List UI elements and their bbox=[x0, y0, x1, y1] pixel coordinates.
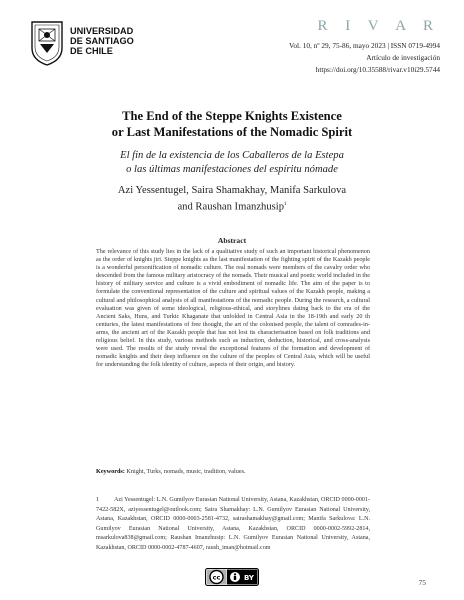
university-logo bbox=[30, 20, 134, 66]
keywords bbox=[96, 468, 370, 476]
authors-line bbox=[40, 198, 424, 215]
university-crest-icon bbox=[30, 20, 64, 66]
footnote-text: Azi Yessentugel: L.N. Gumilyov Eurasian National University, Astana, Kazakhstan, ORCID 0000-0001-7422-582X, aziyessentugel@outlook.com; Saira Shamakhay: L.N. Gumilyov Eurasian National University, Astana, Kazakhstan, ORCID 0000-0003-2581-4732, sairashamakhay@gmail.com; Manifa Sarkulova: L.N. Gumilyov Eurasian National University, Astana, Kazakhstan, ORCID 0000-0002-5992-2814, msarkulova838@gmail.com; Raushan Imanzhusip: L.N. Gumilyov Eurasian National University, Astana, Kazakhstan, ORCID 0000-0002-4787-4607, raush_iman@hotmail.com bbox=[96, 497, 370, 551]
subtitle-line: o las últimas manifestaciones del espíritu nómade bbox=[126, 164, 338, 175]
svg-text:cc: cc bbox=[212, 573, 221, 582]
citation-line: Vol. 10, nº 29, 75-86, mayo 2023 | ISSN 0719-4994 bbox=[289, 41, 440, 50]
article-type: Artículo de investigación bbox=[366, 53, 440, 62]
title-line: The End of the Steppe Knights Existence bbox=[122, 109, 342, 123]
article-meta bbox=[289, 40, 440, 76]
author-list bbox=[40, 184, 424, 215]
authors-line: Azi Yessentugel, Saira Shamakhay, Manifa Sarkulova bbox=[117, 185, 347, 196]
page-number: 75 bbox=[418, 578, 426, 587]
university-name bbox=[70, 26, 134, 56]
abstract-heading: Abstract bbox=[217, 236, 247, 245]
footnote-number: 1 bbox=[96, 497, 100, 503]
creative-commons-by-icon[interactable] bbox=[205, 568, 259, 586]
university-line: DE SANTIAGO bbox=[70, 36, 134, 46]
article-subtitle bbox=[40, 149, 424, 177]
doi-link[interactable]: https://doi.org/10.35588/rivar.v10i29.5744 bbox=[315, 65, 440, 74]
license-label: BY bbox=[243, 574, 255, 582]
keywords-label: Keywords: bbox=[96, 468, 125, 475]
footnote-mark[interactable]: 1 bbox=[284, 202, 287, 207]
university-line: UNIVERSIDAD bbox=[70, 26, 134, 36]
subtitle-line: El fin de la existencia de los Caballeros de la Estepa bbox=[120, 150, 344, 161]
keywords-text: Knight, Turks, nomads, music, tradition, values. bbox=[126, 468, 246, 475]
abstract-text: The relevance of this study lies in the lack of a qualitative study of such an important historical phenomenon as the order of knights jiri. Steppe knights as the last manifestation of the fighting spirit of the Kazakh people is a wonderful personification of nomadic culture. The real nomads were members of the cavalry order who descended from the famous military aristocracy of the nomads. Their musical and poetic world included in the history of military service and culture is a vivid embodiment of nomadic life. The aim of the paper is to formulate the conventional representation of the culture and spiritual values of the Kazakh people, making a cultural and philosophical analysis of all manifestations of the nomadic people. During the research, a cultural evaluation was given of some ideological, religious-ethical, and storylines dating back to the era of the Ancient Saks, Huns, and Turkic Khaganate that unfolded in Central Asia in the 18-19th and early 20 th centuries, the latest manifestations of free thought, the art of the colonised people, the talent of comrades-in-arms, the ancient art of the Kazakh people that has not lost its characterisation based on folk traditions and religious belief. In this study, various methods such as induction, deduction, historical, and cross-analysis were used. The results of the study reveal the exceptional features of the formation and development of nomadic knights and their deep influence on the culture of the peoples of Central Asia, which will be useful for understanding the folk identity of culture, aspects of their origin, and history. bbox=[96, 248, 370, 369]
page-header bbox=[30, 20, 440, 90]
journal-name: R I V A R bbox=[317, 18, 440, 34]
authors-line-text: and Raushan Imanzhusip bbox=[177, 201, 284, 213]
author-footnote bbox=[96, 496, 370, 554]
article-title bbox=[40, 108, 424, 140]
university-line: DE CHILE bbox=[70, 46, 113, 56]
title-line: or Last Manifestations of the Nomadic Spirit bbox=[111, 125, 353, 139]
abstract-body bbox=[96, 248, 370, 369]
